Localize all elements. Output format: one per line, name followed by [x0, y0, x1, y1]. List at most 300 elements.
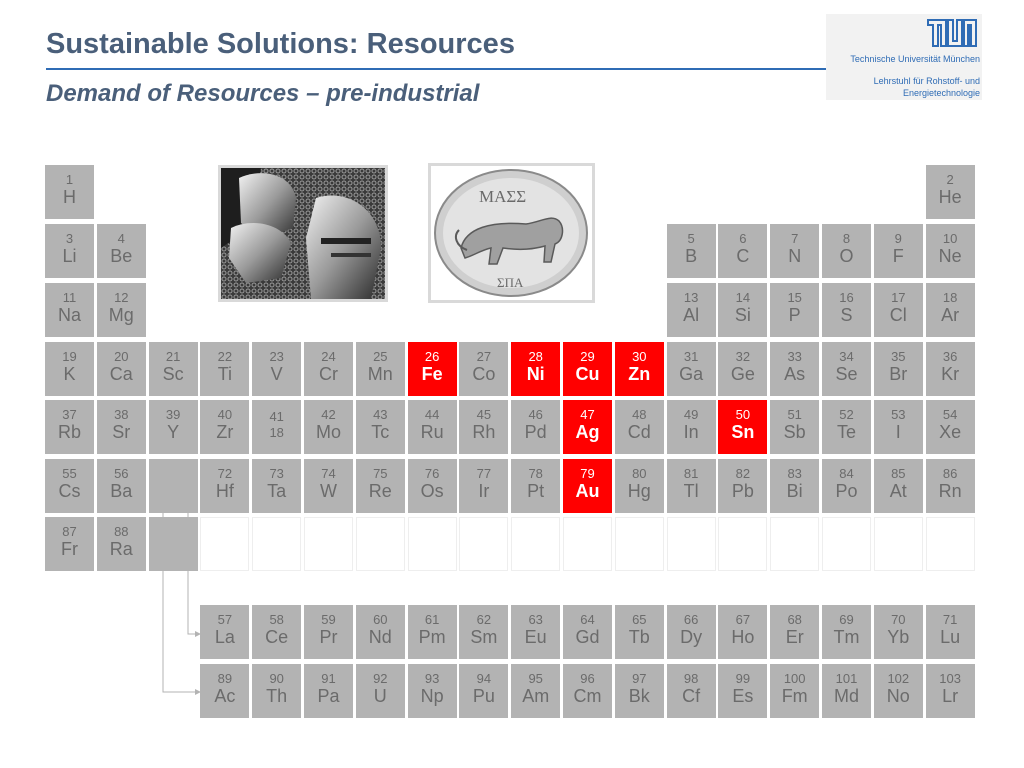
element-cd [615, 400, 664, 454]
atomic-number: 39 [165, 407, 181, 422]
element-he [926, 165, 975, 219]
atomic-number: 89 [217, 671, 233, 686]
element-si [718, 283, 767, 337]
element-se [822, 342, 871, 396]
element-rn [926, 459, 975, 513]
element-v [252, 342, 301, 396]
element-re [356, 459, 405, 513]
element-symbol: Pr [319, 627, 338, 647]
atomic-number: 9 [894, 231, 902, 246]
element-symbol: Ho [731, 627, 755, 647]
empty-cell [252, 517, 301, 571]
atomic-number: 50 [735, 407, 751, 422]
atomic-number: 52 [839, 407, 854, 422]
element-symbol: Cr [319, 364, 338, 384]
atomic-number: 54 [942, 407, 958, 422]
atomic-number: 74 [321, 466, 336, 481]
atomic-number: 69 [839, 612, 854, 627]
element-cu [563, 342, 612, 396]
atomic-number: 21 [165, 349, 181, 364]
element-au [563, 459, 612, 513]
atomic-number: 40 [217, 407, 233, 422]
element-symbol: W [320, 481, 337, 501]
element-la [200, 605, 249, 659]
element-tc [356, 400, 405, 454]
atomic-number: 100 [783, 671, 806, 686]
element-symbol: Mg [108, 305, 134, 325]
atomic-number: 26 [424, 349, 440, 364]
atomic-number: 41 [269, 409, 284, 424]
element-bi [770, 459, 819, 513]
element-o [822, 224, 871, 278]
element-ag [563, 400, 612, 454]
atomic-number: 35 [891, 349, 906, 364]
element-tm [822, 605, 871, 659]
element-symbol: Zr [216, 422, 234, 442]
element-i [874, 400, 923, 454]
element-as [770, 342, 819, 396]
atomic-number: 83 [787, 466, 802, 481]
atomic-number: 57 [217, 612, 233, 627]
atomic-number: 16 [839, 290, 854, 305]
element-symbol: Ga [679, 364, 704, 384]
element-ca [97, 342, 146, 396]
element-w [304, 459, 353, 513]
element-symbol: Pb [731, 481, 754, 501]
atomic-number: 33 [787, 349, 802, 364]
element-symbol: Sb [783, 422, 806, 442]
element-symbol: Ag [575, 422, 600, 442]
element-symbol: Au [575, 481, 600, 501]
empty-cell [615, 517, 664, 571]
element-ho [718, 605, 767, 659]
atomic-number: 60 [373, 612, 388, 627]
element-symbol: At [889, 481, 907, 501]
element-h [45, 165, 94, 219]
element-symbol: Hf [215, 481, 234, 501]
element-symbol: P [788, 305, 801, 325]
atomic-number: 27 [476, 349, 492, 364]
element-symbol: U [373, 686, 387, 706]
chair-name [874, 75, 980, 99]
empty-cell [563, 517, 612, 571]
atomic-number: 45 [476, 407, 492, 422]
element-symbol: Co [472, 364, 496, 384]
empty-cell [408, 517, 457, 571]
element-ar [926, 283, 975, 337]
element-18 [252, 400, 301, 454]
element-symbol: Dy [680, 627, 703, 647]
element-symbol: Nd [368, 627, 392, 647]
element-cf [667, 664, 716, 718]
element-symbol: He [938, 187, 962, 207]
element-symbol: Pt [527, 481, 545, 501]
element-te [822, 400, 871, 454]
atomic-number: 72 [217, 466, 233, 481]
atomic-number: 11 [62, 290, 77, 305]
element-no [874, 664, 923, 718]
empty-cell [874, 517, 923, 571]
element-symbol: La [214, 627, 235, 647]
element-symbol: Ru [420, 422, 444, 442]
element-symbol: K [63, 364, 76, 384]
element-np [408, 664, 457, 718]
element-tl [667, 459, 716, 513]
element-cm [563, 664, 612, 718]
element-p [770, 283, 819, 337]
element-symbol: Ac [214, 686, 236, 706]
atomic-number: 2 [946, 172, 954, 187]
element-pr [304, 605, 353, 659]
element-symbol: Bk [628, 686, 650, 706]
empty-cell [667, 517, 716, 571]
element-symbol: In [683, 422, 699, 442]
element-symbol: Xe [939, 422, 962, 442]
atomic-number: 67 [735, 612, 751, 627]
element-lu [926, 605, 975, 659]
atomic-number: 92 [373, 671, 388, 686]
element-be [97, 224, 146, 278]
element-er [770, 605, 819, 659]
atomic-number: 75 [373, 466, 388, 481]
coin-inscription-bottom: ΣΠΑ [497, 275, 524, 290]
element-symbol: Cf [682, 686, 701, 706]
element-symbol: N [788, 246, 802, 266]
element-symbol: F [892, 246, 904, 266]
atomic-number: 101 [835, 671, 858, 686]
element-symbol: Ba [110, 481, 133, 501]
element-sn [718, 400, 767, 454]
element-u [356, 664, 405, 718]
atomic-number: 29 [580, 349, 595, 364]
element-lr [926, 664, 975, 718]
tum-logo-icon [926, 18, 978, 48]
element-am [511, 664, 560, 718]
element-symbol: Na [57, 305, 81, 325]
atomic-number: 32 [735, 349, 751, 364]
atomic-number: 56 [114, 466, 129, 481]
atomic-number: 91 [321, 671, 336, 686]
element-symbol: Ca [109, 364, 133, 384]
atomic-number: 30 [632, 349, 647, 364]
atomic-number: 70 [891, 612, 906, 627]
atomic-number: 43 [373, 407, 388, 422]
atomic-number: 84 [839, 466, 854, 481]
atomic-number: 31 [683, 349, 699, 364]
atomic-number: 93 [424, 671, 440, 686]
element-f [874, 224, 923, 278]
atomic-number: 17 [891, 290, 906, 305]
atomic-number: 71 [942, 612, 958, 627]
atomic-number: 102 [887, 671, 910, 686]
element-symbol: O [839, 246, 854, 266]
element-ru [408, 400, 457, 454]
element-symbol: Cs [58, 481, 81, 501]
atomic-number: 63 [528, 612, 543, 627]
element-ac [200, 664, 249, 718]
atomic-number: 7 [791, 231, 799, 246]
element-y [149, 400, 198, 454]
element-mo [304, 400, 353, 454]
element-br [874, 342, 923, 396]
element-symbol: Bi [786, 481, 803, 501]
element-ce [252, 605, 301, 659]
placeholder-cell [149, 459, 198, 513]
element-symbol: S [840, 305, 853, 325]
armor-helmet-photo [218, 165, 388, 302]
element-sc [149, 342, 198, 396]
element-symbol: Si [734, 305, 751, 325]
element-hg [615, 459, 664, 513]
element-symbol: Gd [575, 627, 600, 647]
element-symbol: Er [785, 627, 804, 647]
chair-line-1: Lehrstuhl für Rohstoff- und [873, 76, 980, 86]
element-symbol: Be [110, 246, 133, 266]
atomic-number: 20 [114, 349, 129, 364]
atomic-number: 68 [787, 612, 802, 627]
element-symbol: Np [420, 686, 444, 706]
atomic-number: 90 [269, 671, 284, 686]
element-fr [45, 517, 94, 571]
element-pa [304, 664, 353, 718]
element-symbol: Ir [478, 481, 490, 501]
atomic-number: 73 [269, 466, 284, 481]
atomic-number: 55 [62, 466, 77, 481]
atomic-number: 62 [476, 612, 492, 627]
element-yb [874, 605, 923, 659]
element-symbol: Th [266, 686, 288, 706]
element-symbol: Y [167, 422, 180, 442]
atomic-number: 51 [787, 407, 802, 422]
element-in [667, 400, 716, 454]
element-rb [45, 400, 94, 454]
element-symbol: 18 [269, 425, 284, 440]
element-k [45, 342, 94, 396]
atomic-number: 24 [321, 349, 336, 364]
element-symbol: Li [62, 246, 77, 266]
element-ir [459, 459, 508, 513]
empty-cell [459, 517, 508, 571]
element-symbol: Ni [526, 364, 545, 384]
element-ge [718, 342, 767, 396]
element-symbol: Rn [938, 481, 962, 501]
element-b [667, 224, 716, 278]
atomic-number: 12 [114, 290, 129, 305]
atomic-number: 36 [942, 349, 958, 364]
element-os [408, 459, 457, 513]
element-s [822, 283, 871, 337]
element-symbol: Cu [575, 364, 600, 384]
element-n [770, 224, 819, 278]
atomic-number: 61 [424, 612, 440, 627]
element-symbol: Eu [524, 627, 547, 647]
element-symbol: V [270, 364, 283, 384]
element-symbol: Sm [470, 627, 498, 647]
element-symbol: As [784, 364, 806, 384]
atomic-number: 66 [683, 612, 699, 627]
element-symbol: Pd [524, 422, 547, 442]
element-po [822, 459, 871, 513]
element-sr [97, 400, 146, 454]
element-ra [97, 517, 146, 571]
atomic-number: 34 [839, 349, 854, 364]
atomic-number: 37 [62, 407, 77, 422]
element-gd [563, 605, 612, 659]
element-symbol: Te [836, 422, 856, 442]
atomic-number: 22 [217, 349, 233, 364]
atomic-number: 78 [528, 466, 543, 481]
empty-cell [200, 517, 249, 571]
element-symbol: Zn [628, 364, 651, 384]
element-cl [874, 283, 923, 337]
element-zr [200, 400, 249, 454]
element-pd [511, 400, 560, 454]
element-symbol: Po [835, 481, 858, 501]
atomic-number: 49 [683, 407, 699, 422]
element-symbol: Mn [367, 364, 393, 384]
chair-line-2: Energietechnologie [902, 88, 980, 98]
element-rh [459, 400, 508, 454]
element-c [718, 224, 767, 278]
atomic-number: 86 [942, 466, 958, 481]
atomic-number: 85 [891, 466, 906, 481]
element-al [667, 283, 716, 337]
atomic-number: 77 [476, 466, 492, 481]
element-pu [459, 664, 508, 718]
atomic-number: 98 [683, 671, 699, 686]
element-sm [459, 605, 508, 659]
element-md [822, 664, 871, 718]
element-na [45, 283, 94, 337]
element-symbol: Ge [730, 364, 755, 384]
element-th [252, 664, 301, 718]
element-at [874, 459, 923, 513]
element-eu [511, 605, 560, 659]
element-cr [304, 342, 353, 396]
element-symbol: I [895, 422, 901, 442]
element-es [718, 664, 767, 718]
element-zn [615, 342, 664, 396]
element-symbol: Sr [112, 422, 131, 442]
atomic-number: 96 [580, 671, 595, 686]
element-symbol: Al [683, 305, 700, 325]
atomic-number: 97 [632, 671, 647, 686]
element-li [45, 224, 94, 278]
atomic-number: 94 [476, 671, 492, 686]
element-symbol: Br [889, 364, 908, 384]
element-symbol: Tc [371, 422, 390, 442]
element-sb [770, 400, 819, 454]
element-xe [926, 400, 975, 454]
atomic-number: 42 [321, 407, 336, 422]
atomic-number: 4 [117, 231, 125, 246]
element-symbol: Pm [418, 627, 446, 647]
element-symbol: Lr [942, 686, 959, 706]
atomic-number: 103 [939, 671, 961, 686]
element-ni [511, 342, 560, 396]
element-symbol: Mo [315, 422, 341, 442]
element-symbol: Lu [940, 627, 961, 647]
atomic-number: 81 [683, 466, 699, 481]
element-symbol: Cm [573, 686, 602, 706]
atomic-number: 80 [632, 466, 647, 481]
atomic-number: 76 [424, 466, 440, 481]
element-symbol: No [886, 686, 910, 706]
element-pb [718, 459, 767, 513]
tum-logo [826, 14, 982, 100]
atomic-number: 87 [62, 524, 77, 539]
element-symbol: Hg [627, 481, 651, 501]
atomic-number: 10 [942, 231, 958, 246]
element-symbol: Ce [265, 627, 289, 647]
element-symbol: Re [368, 481, 392, 501]
element-symbol: Yb [887, 627, 910, 647]
atomic-number: 28 [528, 349, 543, 364]
element-ne [926, 224, 975, 278]
atomic-number: 65 [632, 612, 647, 627]
empty-cell [822, 517, 871, 571]
atomic-number: 58 [269, 612, 284, 627]
element-hf [200, 459, 249, 513]
element-symbol: Md [833, 686, 859, 706]
atomic-number: 18 [942, 290, 958, 305]
element-symbol: Fr [61, 539, 78, 559]
atomic-number: 13 [683, 290, 699, 305]
element-fm [770, 664, 819, 718]
element-symbol: B [685, 246, 698, 266]
element-ta [252, 459, 301, 513]
element-ba [97, 459, 146, 513]
element-symbol: Sn [731, 422, 755, 442]
placeholder-cell [149, 517, 198, 571]
atomic-number: 48 [632, 407, 647, 422]
element-symbol: Rh [472, 422, 496, 442]
atomic-number: 19 [62, 349, 77, 364]
element-symbol: Ta [267, 481, 287, 501]
atomic-number: 44 [424, 407, 440, 422]
element-ga [667, 342, 716, 396]
element-symbol: Ne [938, 246, 962, 266]
element-symbol: C [736, 246, 750, 266]
atomic-number: 38 [114, 407, 129, 422]
atomic-number: 6 [739, 231, 747, 246]
element-symbol: Os [420, 481, 444, 501]
element-cs [45, 459, 94, 513]
university-name: Technische Universität München [850, 54, 980, 64]
atomic-number: 5 [687, 231, 695, 246]
element-symbol: Tl [683, 481, 699, 501]
coin-inscription-top: ΜΑΣΣ [479, 187, 527, 206]
element-co [459, 342, 508, 396]
atomic-number: 88 [114, 524, 129, 539]
element-nd [356, 605, 405, 659]
atomic-number: 64 [580, 612, 595, 627]
element-symbol: Kr [941, 364, 960, 384]
element-kr [926, 342, 975, 396]
atomic-number: 25 [373, 349, 388, 364]
empty-cell [770, 517, 819, 571]
ancient-coin-photo [428, 163, 595, 303]
element-symbol: Pa [317, 686, 340, 706]
element-symbol: Es [732, 686, 754, 706]
atomic-number: 53 [891, 407, 906, 422]
page-subtitle: Demand of Resources – pre-industrial [46, 80, 480, 107]
atomic-number: 79 [580, 466, 595, 481]
atomic-number: 23 [269, 349, 284, 364]
element-symbol: Pu [472, 686, 495, 706]
element-symbol: Se [835, 364, 858, 384]
atomic-number: 82 [735, 466, 751, 481]
